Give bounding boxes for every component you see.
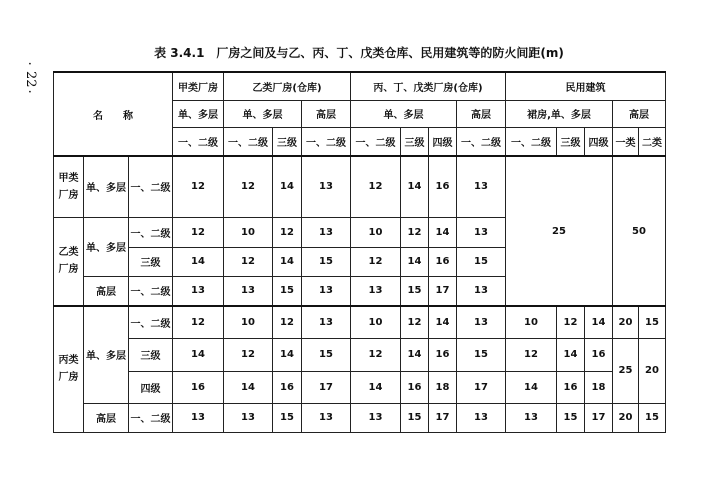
table-cell-merged: 50 — [613, 156, 666, 306]
table-cell: 13 — [457, 156, 506, 217]
header-civil-high: 高层 — [613, 100, 666, 127]
header-civil: 民用建筑 — [506, 72, 666, 100]
fire-spacing-table — [53, 71, 666, 433]
table-cell: 14 — [273, 247, 302, 276]
table-cell: 17 — [302, 371, 351, 403]
table-cell-merged: 25 — [506, 156, 613, 306]
table-cell: 14 — [585, 306, 613, 338]
table-cell-merged: 20 — [639, 338, 666, 403]
table-cell: 13 — [302, 217, 351, 247]
table-cell: 13 — [351, 276, 401, 306]
header-civil-skirt: 裙房,单、多层 — [506, 100, 613, 127]
table-cell: 12 — [173, 306, 224, 338]
table-cell: 14 — [401, 156, 429, 217]
header-grade: 一、二级 — [302, 127, 351, 156]
table-cell: 10 — [224, 217, 273, 247]
row-multi: 单、多层 — [84, 306, 129, 403]
table-cell: 10 — [351, 217, 401, 247]
header-class: 一类 — [613, 127, 639, 156]
table-cell: 15 — [557, 403, 585, 432]
table-cell: 12 — [173, 156, 224, 217]
table-cell: 12 — [351, 156, 401, 217]
row-grade: 三级 — [129, 247, 173, 276]
header-grade: 一、二级 — [224, 127, 273, 156]
table-cell: 13 — [457, 276, 506, 306]
table-cell: 13 — [224, 276, 273, 306]
table-cell: 14 — [173, 338, 224, 371]
row-high: 高层 — [84, 276, 129, 306]
header-bing-group: 丙、丁、戊类厂房(仓库) — [351, 72, 506, 100]
table-cell: 15 — [401, 403, 429, 432]
table-caption: 表 3.4.1 厂房之间及与乙、丙、丁、戊类仓库、民用建筑等的防火间距(m) — [154, 46, 564, 60]
table-cell: 13 — [506, 403, 557, 432]
header-yi-multi: 单、多层 — [224, 100, 302, 127]
table-cell: 16 — [401, 371, 429, 403]
header-yi-factory: 乙类厂房(仓库) — [224, 72, 351, 100]
header-grade: 四级 — [585, 127, 613, 156]
page-number: · 22 · — [23, 57, 38, 100]
row-grade: 三级 — [129, 338, 173, 371]
table-cell: 13 — [351, 403, 401, 432]
table-cell: 17 — [457, 371, 506, 403]
row-group-bing: 丙类厂房 — [54, 306, 84, 432]
table-cell: 20 — [613, 306, 639, 338]
header-grade: 三级 — [557, 127, 585, 156]
table-cell: 16 — [557, 371, 585, 403]
table-cell: 18 — [585, 371, 613, 403]
table-cell: 14 — [273, 156, 302, 217]
header-jia-multi: 单、多层 — [173, 100, 224, 127]
table-cell: 15 — [457, 338, 506, 371]
header-bing-multi: 单、多层 — [351, 100, 457, 127]
table-cell: 20 — [613, 403, 639, 432]
header-grade: 一、二级 — [351, 127, 401, 156]
header-jia-factory: 甲类厂房 — [173, 72, 224, 100]
row-grade: 四级 — [129, 371, 173, 403]
table-cell: 15 — [457, 247, 506, 276]
header-grade: 三级 — [401, 127, 429, 156]
table-cell: 17 — [585, 403, 613, 432]
table-cell: 16 — [173, 371, 224, 403]
row-group-jia: 甲类厂房 — [54, 156, 84, 217]
table-cell: 13 — [302, 403, 351, 432]
table-cell: 15 — [639, 306, 666, 338]
table-cell: 13 — [302, 276, 351, 306]
table-cell: 10 — [224, 306, 273, 338]
table-cell: 13 — [224, 403, 273, 432]
table-cell: 12 — [557, 306, 585, 338]
table-cell: 14 — [506, 371, 557, 403]
table-cell: 15 — [273, 403, 302, 432]
row-grade: 一、二级 — [129, 217, 173, 247]
row-grade: 一、二级 — [129, 156, 173, 217]
table-cell: 12 — [224, 156, 273, 217]
table-cell: 18 — [429, 371, 457, 403]
table-cell: 13 — [302, 156, 351, 217]
table-cell: 15 — [302, 338, 351, 371]
table-cell: 14 — [273, 338, 302, 371]
table-cell: 14 — [429, 306, 457, 338]
table-cell: 14 — [401, 338, 429, 371]
table-cell: 15 — [639, 403, 666, 432]
table-cell: 13 — [457, 217, 506, 247]
table-cell-merged: 25 — [613, 338, 639, 403]
table-cell: 16 — [273, 371, 302, 403]
table-cell: 12 — [273, 217, 302, 247]
table-cell: 17 — [429, 403, 457, 432]
table-cell: 12 — [351, 338, 401, 371]
table-cell: 13 — [173, 403, 224, 432]
page-number-text: 22 — [23, 71, 38, 88]
header-grade: 三级 — [273, 127, 302, 156]
header-grade: 四级 — [429, 127, 457, 156]
table-cell: 13 — [302, 306, 351, 338]
table-cell: 12 — [224, 247, 273, 276]
table-cell: 10 — [506, 306, 557, 338]
table-cell: 12 — [401, 217, 429, 247]
table-cell: 12 — [173, 217, 224, 247]
table-cell: 16 — [429, 338, 457, 371]
header-grade: 一、二级 — [457, 127, 506, 156]
row-multi: 单、多层 — [84, 217, 129, 276]
header-yi-high: 高层 — [302, 100, 351, 127]
table-cell: 12 — [506, 338, 557, 371]
table-cell: 16 — [429, 247, 457, 276]
header-grade: 一、二级 — [173, 127, 224, 156]
row-grade: 一、二级 — [129, 306, 173, 338]
table-cell: 10 — [351, 306, 401, 338]
name-header: 名 称 — [54, 72, 173, 156]
row-group-yi: 乙类厂房 — [54, 217, 84, 306]
table-cell: 14 — [557, 338, 585, 371]
row-multi: 单、多层 — [84, 156, 129, 217]
table-cell: 14 — [351, 371, 401, 403]
table-cell: 17 — [429, 276, 457, 306]
table-cell: 13 — [457, 306, 506, 338]
table-cell: 12 — [351, 247, 401, 276]
table-cell: 12 — [273, 306, 302, 338]
table-cell: 15 — [401, 276, 429, 306]
table-cell: 15 — [273, 276, 302, 306]
table-cell: 16 — [585, 338, 613, 371]
table-cell: 12 — [401, 306, 429, 338]
table-cell: 13 — [173, 276, 224, 306]
table-cell: 14 — [401, 247, 429, 276]
header-grade: 一、二级 — [506, 127, 557, 156]
table-cell: 14 — [429, 217, 457, 247]
header-class: 二类 — [639, 127, 666, 156]
table-cell: 12 — [224, 338, 273, 371]
header-bing-high: 高层 — [457, 100, 506, 127]
row-grade: 一、二级 — [129, 276, 173, 306]
table-cell: 14 — [173, 247, 224, 276]
row-grade: 一、二级 — [129, 403, 173, 432]
table-cell: 15 — [302, 247, 351, 276]
row-high: 高层 — [84, 403, 129, 432]
table-cell: 13 — [457, 403, 506, 432]
table-cell: 14 — [224, 371, 273, 403]
table-cell: 16 — [429, 156, 457, 217]
